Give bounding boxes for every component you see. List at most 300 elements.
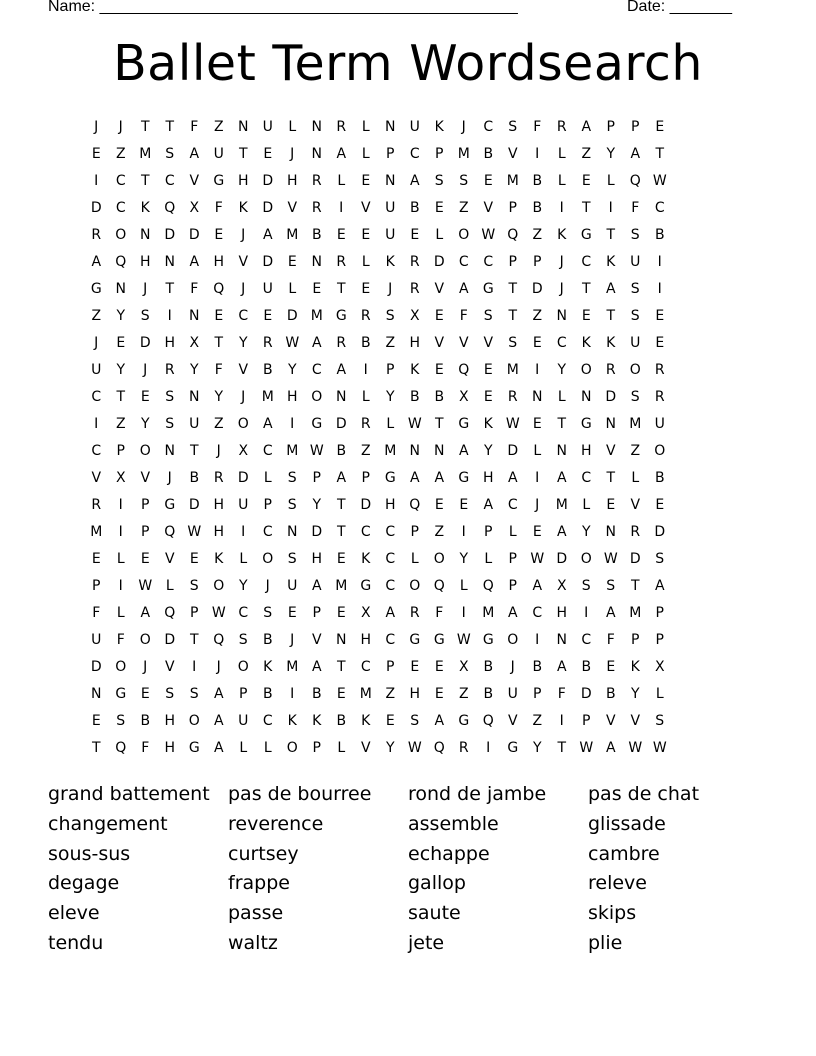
grid-letter: D <box>262 253 274 270</box>
grid-letter: A <box>458 442 469 459</box>
grid-letter: A <box>507 469 518 486</box>
grid-letter: B <box>483 685 494 702</box>
grid-letter: B <box>654 226 665 243</box>
grid-letter: P <box>116 442 125 459</box>
grid-letter: C <box>91 442 102 459</box>
grid-letter: L <box>435 226 444 243</box>
grid-letter: T <box>336 658 346 675</box>
grid-letter: N <box>605 415 616 432</box>
grid-letter: C <box>262 523 273 540</box>
grid-letter: A <box>262 226 273 243</box>
grid-letter: C <box>483 118 494 135</box>
grid-letter: U <box>91 631 102 648</box>
grid-letter: N <box>189 388 200 405</box>
grid-letter: E <box>655 118 665 135</box>
grid-letter: Q <box>482 712 494 729</box>
grid-letter: X <box>654 658 665 675</box>
grid-letter: A <box>262 415 273 432</box>
grid-letter: Z <box>213 118 224 135</box>
grid-letter: S <box>655 712 665 729</box>
grid-letter: L <box>239 550 248 567</box>
grid-letter: S <box>287 550 297 567</box>
grid-letter: S <box>165 145 175 162</box>
grid-letter: E <box>312 280 322 297</box>
grid-letter: D <box>286 307 298 324</box>
grid-letter: A <box>458 280 469 297</box>
grid-letter: I <box>535 469 540 486</box>
grid-letter: R <box>336 118 347 135</box>
grid-letter: X <box>409 307 420 324</box>
grid-letter: S <box>630 307 640 324</box>
grid-letter: K <box>361 712 371 729</box>
grid-letter: C <box>238 307 249 324</box>
grid-letter: M <box>506 361 519 378</box>
grid-letter: A <box>556 469 567 486</box>
grid-letter: I <box>535 631 540 648</box>
grid-letter: X <box>189 334 200 351</box>
grid-letter: V <box>458 334 469 351</box>
grid-letter: R <box>605 361 616 378</box>
grid-letter: W <box>309 442 324 459</box>
grid-letter: N <box>336 388 347 405</box>
grid-letter: P <box>410 523 419 540</box>
grid-letter: X <box>458 658 469 675</box>
grid-letter: D <box>605 388 617 405</box>
grid-letter: E <box>606 658 616 675</box>
grid-letter: O <box>458 226 470 243</box>
grid-letter: H <box>556 604 568 621</box>
word-list-item: releve <box>588 872 647 895</box>
grid-letter: P <box>141 523 150 540</box>
grid-letter: T <box>606 226 616 243</box>
grid-letter: L <box>361 388 370 405</box>
grid-letter: S <box>189 577 199 594</box>
grid-letter: S <box>287 496 297 513</box>
grid-letter: W <box>530 550 545 567</box>
grid-letter: C <box>164 172 175 189</box>
grid-letter: R <box>507 388 518 405</box>
grid-letter: I <box>584 604 589 621</box>
grid-letter: N <box>434 442 445 459</box>
letter-grid <box>84 113 734 761</box>
grid-letter: H <box>286 172 298 189</box>
grid-letter: S <box>287 469 297 486</box>
grid-letter: E <box>361 280 371 297</box>
grid-letter: K <box>385 253 395 270</box>
grid-letter: S <box>606 577 616 594</box>
grid-letter: L <box>631 469 640 486</box>
grid-letter: Z <box>434 523 445 540</box>
grid-row <box>84 464 734 491</box>
grid-letter: L <box>263 739 272 756</box>
grid-letter: J <box>216 442 221 459</box>
grid-letter: A <box>336 361 347 378</box>
grid-letter: T <box>606 307 616 324</box>
grid-letter: U <box>238 496 249 513</box>
grid-letter: Z <box>532 712 543 729</box>
grid-letter: L <box>655 685 664 702</box>
grid-letter: B <box>311 685 322 702</box>
grid-letter: O <box>237 658 249 675</box>
grid-letter: B <box>409 388 420 405</box>
grid-letter: K <box>238 199 248 216</box>
grid-letter: Y <box>581 523 591 540</box>
grid-letter: N <box>605 523 616 540</box>
grid-letter: B <box>311 226 322 243</box>
word-list-item: plie <box>588 931 623 954</box>
grid-row <box>84 221 734 248</box>
grid-letter: G <box>458 712 470 729</box>
grid-letter: E <box>336 604 346 621</box>
grid-letter: B <box>189 469 200 486</box>
grid-letter: E <box>532 334 542 351</box>
grid-letter: Y <box>532 739 542 756</box>
grid-letter: Y <box>312 496 322 513</box>
grid-letter: N <box>556 442 567 459</box>
grid-letter: F <box>116 631 125 648</box>
grid-letter: E <box>483 172 493 189</box>
grid-letter: H <box>213 496 225 513</box>
grid-letter: E <box>483 388 493 405</box>
word-list-item: jete <box>408 931 445 954</box>
grid-letter: P <box>239 685 248 702</box>
grid-letter: H <box>384 496 396 513</box>
grid-letter: Y <box>606 145 616 162</box>
grid-letter: B <box>409 199 420 216</box>
grid-letter: A <box>630 145 641 162</box>
grid-letter: L <box>484 550 493 567</box>
grid-letter: A <box>434 469 445 486</box>
grid-letter: P <box>435 145 444 162</box>
grid-letter: O <box>262 550 274 567</box>
grid-letter: F <box>459 307 468 324</box>
grid-letter: P <box>312 469 321 486</box>
grid-letter: J <box>241 388 246 405</box>
grid-letter: A <box>311 577 322 594</box>
grid-letter: W <box>456 631 471 648</box>
grid-letter: L <box>361 118 370 135</box>
grid-letter: T <box>557 739 567 756</box>
grid-letter: T <box>189 631 199 648</box>
grid-letter: G <box>458 469 470 486</box>
grid-letter: N <box>287 523 298 540</box>
grid-letter: P <box>312 604 321 621</box>
grid-letter: U <box>262 280 273 297</box>
word-list-item: tendu <box>48 931 104 954</box>
word-list-item: curtsey <box>228 842 299 865</box>
grid-letter: M <box>506 172 519 189</box>
grid-letter: O <box>139 631 151 648</box>
grid-row <box>84 707 734 734</box>
grid-letter: A <box>336 145 347 162</box>
grid-letter: I <box>559 712 564 729</box>
grid-letter: Q <box>507 226 519 243</box>
grid-row <box>84 491 734 518</box>
grid-letter: S <box>630 388 640 405</box>
grid-letter: P <box>582 712 591 729</box>
grid-letter: T <box>336 280 346 297</box>
grid-letter: P <box>508 550 517 567</box>
grid-letter: F <box>141 739 150 756</box>
grid-letter: V <box>630 712 641 729</box>
grid-letter: V <box>483 199 494 216</box>
grid-letter: Q <box>458 361 470 378</box>
grid-letter: W <box>579 739 594 756</box>
grid-letter: F <box>606 631 615 648</box>
grid-letter: V <box>238 361 249 378</box>
grid-letter: Y <box>385 739 395 756</box>
grid-letter: P <box>508 253 517 270</box>
grid-letter: H <box>213 523 225 540</box>
grid-letter: D <box>360 496 372 513</box>
grid-letter: I <box>118 577 123 594</box>
grid-letter: I <box>486 739 491 756</box>
grid-letter: Q <box>433 739 445 756</box>
grid-letter: F <box>214 361 223 378</box>
word-list-item: passe <box>228 902 284 925</box>
grid-letter: Y <box>214 388 224 405</box>
grid-letter: N <box>532 388 543 405</box>
grid-letter: U <box>507 685 518 702</box>
grid-letter: B <box>262 631 273 648</box>
grid-letter: U <box>630 253 641 270</box>
grid-letter: B <box>483 658 494 675</box>
grid-letter: K <box>263 658 273 675</box>
grid-letter: W <box>603 550 618 567</box>
grid-letter: V <box>238 253 249 270</box>
grid-letter: U <box>385 226 396 243</box>
grid-letter: U <box>409 118 420 135</box>
grid-letter: N <box>311 118 322 135</box>
grid-letter: K <box>483 415 493 432</box>
grid-letter: X <box>458 388 469 405</box>
grid-letter: V <box>507 145 518 162</box>
grid-letter: U <box>189 415 200 432</box>
word-list-item: echappe <box>408 842 490 865</box>
grid-letter: O <box>580 361 592 378</box>
grid-letter: S <box>581 577 591 594</box>
grid-letter: L <box>459 577 468 594</box>
grid-letter: V <box>605 712 616 729</box>
grid-letter: G <box>213 172 225 189</box>
grid-letter: L <box>557 388 566 405</box>
grid-letter: G <box>482 280 494 297</box>
grid-letter: D <box>188 226 200 243</box>
grid-letter: C <box>385 523 396 540</box>
grid-letter: Y <box>238 577 248 594</box>
grid-letter: I <box>290 685 295 702</box>
word-list-item: cambre <box>588 842 660 865</box>
grid-letter: S <box>655 550 665 567</box>
grid-letter: C <box>115 172 126 189</box>
grid-letter: O <box>507 631 519 648</box>
grid-letter: P <box>312 739 321 756</box>
grid-letter: G <box>458 415 470 432</box>
grid-letter: L <box>263 469 272 486</box>
grid-letter: J <box>290 631 295 648</box>
grid-letter: T <box>336 523 346 540</box>
grid-letter: P <box>655 604 664 621</box>
grid-letter: Y <box>189 361 199 378</box>
grid-letter: B <box>532 658 543 675</box>
grid-letter: U <box>213 145 224 162</box>
grid-letter: C <box>262 712 273 729</box>
grid-letter: I <box>94 415 99 432</box>
grid-letter: E <box>336 226 346 243</box>
word-list-item: assemble <box>408 812 499 835</box>
grid-letter: H <box>237 172 249 189</box>
grid-letter: H <box>286 388 298 405</box>
grid-letter: N <box>581 388 592 405</box>
grid-letter: I <box>192 658 197 675</box>
grid-letter: I <box>363 361 368 378</box>
grid-letter: K <box>606 334 616 351</box>
grid-letter: Q <box>164 523 176 540</box>
grid-letter: A <box>91 253 102 270</box>
grid-letter: T <box>557 415 567 432</box>
grid-letter: R <box>360 415 371 432</box>
grid-letter: B <box>483 145 494 162</box>
grid-letter: W <box>505 415 520 432</box>
grid-letter: E <box>459 496 469 513</box>
grid-letter: J <box>290 145 295 162</box>
grid-letter: J <box>265 577 270 594</box>
grid-letter: E <box>483 361 493 378</box>
word-list <box>48 780 768 959</box>
grid-letter: M <box>286 226 299 243</box>
grid-letter: T <box>508 280 518 297</box>
grid-letter: L <box>508 523 517 540</box>
grid-letter: D <box>311 523 323 540</box>
grid-letter: V <box>605 442 616 459</box>
grid-letter: N <box>164 442 175 459</box>
grid-letter: A <box>605 604 616 621</box>
grid-letter: T <box>165 280 175 297</box>
grid-row <box>84 437 734 464</box>
grid-letter: L <box>116 604 125 621</box>
grid-letter: O <box>139 442 151 459</box>
grid-row <box>84 275 734 302</box>
grid-letter: S <box>238 631 248 648</box>
grid-letter: L <box>361 253 370 270</box>
grid-letter: M <box>629 415 642 432</box>
grid-letter: E <box>434 199 444 216</box>
grid-letter: D <box>531 280 543 297</box>
grid-letter: Z <box>458 199 469 216</box>
grid-letter: A <box>556 523 567 540</box>
grid-letter: K <box>287 712 297 729</box>
grid-letter: Q <box>629 172 641 189</box>
grid-letter: V <box>91 469 102 486</box>
grid-letter: M <box>555 496 568 513</box>
grid-letter: D <box>164 226 176 243</box>
word-list-item: gallop <box>408 872 466 895</box>
page-title: Ballet Term Wordsearch <box>113 35 703 92</box>
grid-letter: Y <box>557 361 567 378</box>
grid-letter: J <box>94 118 99 135</box>
grid-letter: O <box>629 361 641 378</box>
grid-letter: D <box>507 442 519 459</box>
grid-letter: S <box>263 604 273 621</box>
grid-letter: H <box>409 334 421 351</box>
grid-letter: A <box>189 253 200 270</box>
grid-letter: H <box>164 712 176 729</box>
grid-letter: Y <box>459 550 469 567</box>
grid-letter: S <box>410 712 420 729</box>
grid-letter: Y <box>385 388 395 405</box>
grid-letter: M <box>384 442 397 459</box>
grid-letter: L <box>557 145 566 162</box>
grid-letter: D <box>433 253 445 270</box>
grid-letter: G <box>90 280 102 297</box>
grid-letter: L <box>337 739 346 756</box>
grid-letter: K <box>630 658 640 675</box>
grid-letter: H <box>360 631 372 648</box>
grid-letter: N <box>91 685 102 702</box>
grid-letter: C <box>360 523 371 540</box>
grid-letter: V <box>360 739 371 756</box>
grid-letter: P <box>386 658 395 675</box>
grid-letter: L <box>386 415 395 432</box>
grid-letter: F <box>435 604 444 621</box>
grid-letter: C <box>385 631 396 648</box>
grid-letter: K <box>214 550 224 567</box>
grid-letter: Z <box>213 415 224 432</box>
grid-letter: K <box>410 361 420 378</box>
grid-row <box>84 329 734 356</box>
grid-letter: C <box>507 496 518 513</box>
grid-letter: D <box>580 685 592 702</box>
grid-letter: I <box>339 199 344 216</box>
word-list-item: glissade <box>588 812 666 835</box>
grid-letter: K <box>140 199 150 216</box>
grid-letter: X <box>360 604 371 621</box>
grid-letter: F <box>92 604 101 621</box>
grid-letter: T <box>581 280 591 297</box>
grid-letter: G <box>433 631 445 648</box>
grid-letter: B <box>581 658 592 675</box>
grid-letter: P <box>631 631 640 648</box>
grid-letter: I <box>535 145 540 162</box>
grid-letter: O <box>115 226 127 243</box>
grid-letter: J <box>510 658 515 675</box>
grid-letter: X <box>115 469 126 486</box>
grid-letter: E <box>655 496 665 513</box>
grid-letter: T <box>116 388 126 405</box>
grid-letter: A <box>483 496 494 513</box>
word-list-item: pas de bourree <box>228 783 372 805</box>
grid-letter: R <box>336 334 347 351</box>
grid-letter: F <box>631 199 640 216</box>
grid-row <box>84 248 734 275</box>
word-list-item: degage <box>48 872 120 895</box>
grid-letter: E <box>287 253 297 270</box>
grid-row <box>84 383 734 410</box>
grid-letter: N <box>140 226 151 243</box>
grid-letter: A <box>213 712 224 729</box>
grid-letter: W <box>187 523 202 540</box>
word-list-item: sous-sus <box>48 842 131 865</box>
grid-letter: W <box>652 739 667 756</box>
grid-letter: N <box>238 118 249 135</box>
grid-letter: A <box>213 739 224 756</box>
grid-letter: S <box>459 172 469 189</box>
grid-letter: C <box>409 145 420 162</box>
grid-letter: Y <box>287 361 297 378</box>
grid-letter: Q <box>213 280 225 297</box>
grid-letter: H <box>580 442 592 459</box>
grid-letter: J <box>559 253 564 270</box>
